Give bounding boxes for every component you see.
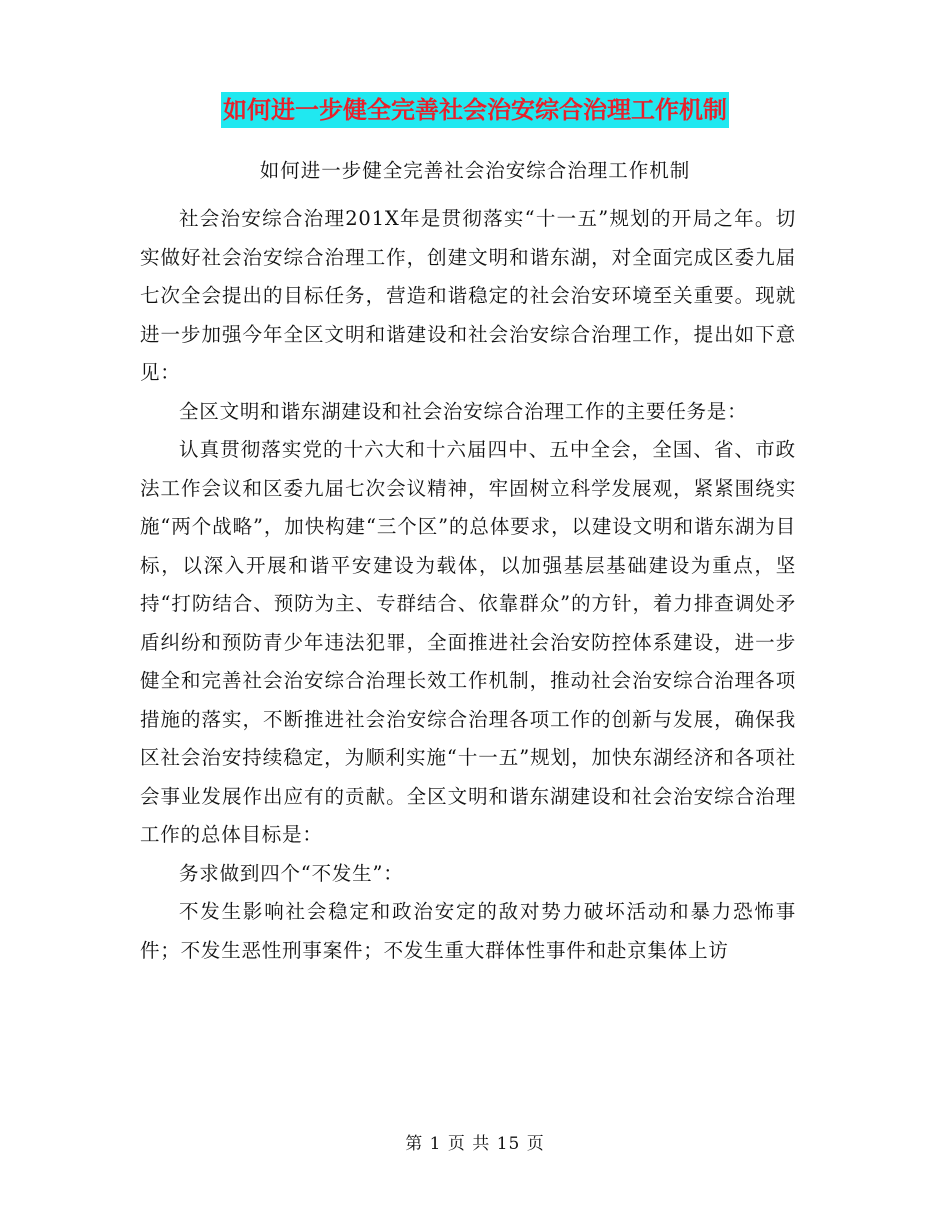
paragraph: 不发生影响社会稳定和政治安定的敌对势力破坏活动和暴力恐怖事件；不发生恶性刑事案件；不发生重大群体性事件和赴京集体上访 [140,900,796,962]
paragraph: 社会治安综合治理201X年是贯彻落实“十一五”规划的开局之年。切实做好社会治安综合治理工作，创建文明和谐东湖，对全面完成区委九届七次全会提出的目标任务，营造和谐稳定的社会治安环境至关重要。现就进一步加强今年全区文明和谐建设和社会治安综合治理工作，提出如下意见： [140,207,796,384]
document-title: 如何进一步健全完善社会治安综合治理工作机制 [221,92,729,128]
document-subtitle: 如何进一步健全完善社会治安综合治理工作机制 [259,159,691,182]
page-number-footer: 第 1 页 共 15 页 [405,1134,545,1154]
title-container [0,92,950,128]
document-body [140,200,796,970]
paragraph: 认真贯彻落实党的十六大和十六届四中、五中全会，全国、省、市政法工作会议和区委九届七次会议精神，牢固树立科学发展观，紧紧围绕实施“两个战略”，加快构建“三个区”的总体要求，以建设文明和谐东湖为目标，以深入开展和谐平安建设为载体，以加强基层基础建设为重点，坚持“打防结合、预防为主、专群结合、依靠群众”的方针，着力排查调处矛盾纠纷和预防青少年违法犯罪，全面推进社会治安防控体系建设，进一步健全和完善社会治安综合治理长效工作机制，推动社会治安综合治理各项措施的落实，不断推进社会治安综合治理各项工作的创新与发展，确保我区社会治安持续稳定，为顺利实施“十一五”规划，加快东湖经济和各项社会事业发展作出应有的贡献。全区文明和谐东湖建设和社会治安综合治理工作的总体目标是： [140,438,796,846]
paragraph: 务求做到四个“不发生”： [179,861,404,885]
paragraph: 全区文明和谐东湖建设和社会治安综合治理工作的主要任务是： [179,399,748,423]
